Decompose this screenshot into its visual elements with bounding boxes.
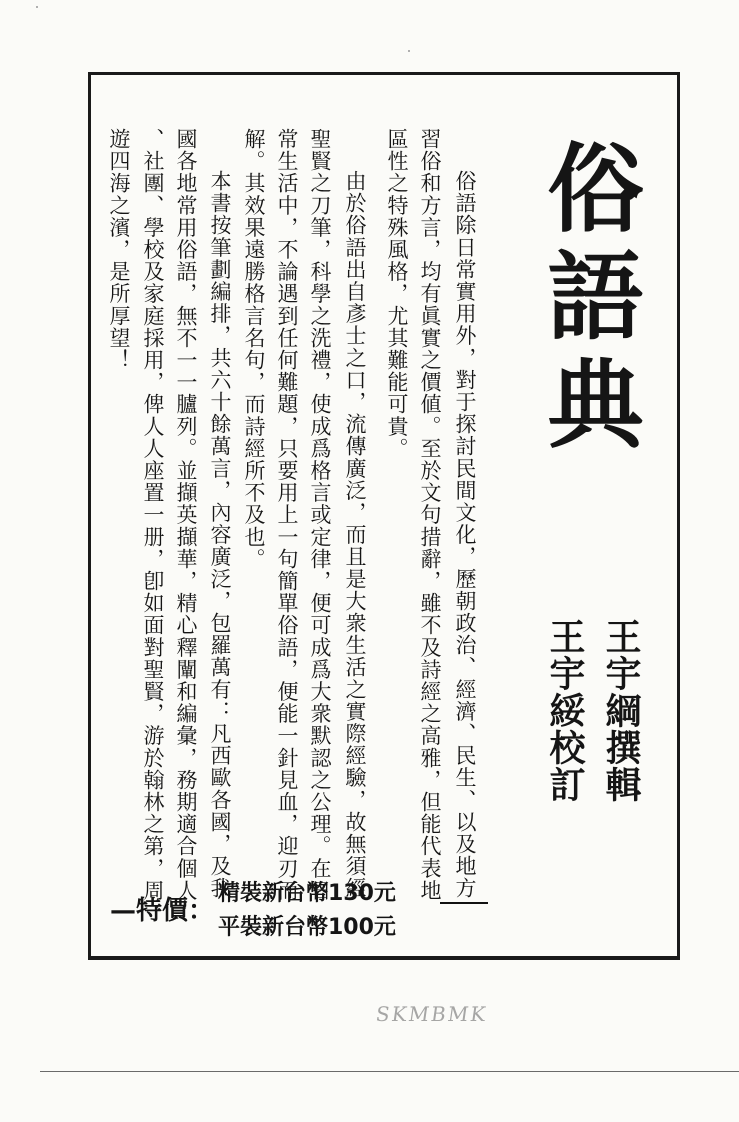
body-line-6: 常生活中，不論遇到任何難題，只要用上一句簡單俗語，便能一針見血，迎刃而 bbox=[275, 128, 299, 902]
scan-speck bbox=[36, 6, 38, 8]
price-block bbox=[110, 874, 510, 944]
scan-edge-rule bbox=[40, 1071, 739, 1072]
body-line-11: 遊四海之濱，是所厚望！ bbox=[107, 128, 131, 372]
body-line-8: 本書按筆劃編排，共六十餘萬言，內容廣泛，包羅萬有：凡西歐各國，及我 bbox=[208, 170, 232, 900]
hardcover-price: 精裝新台幣130元 bbox=[218, 881, 396, 906]
body-line-3: 區性之特殊風格，尤其難能可貴。 bbox=[385, 128, 409, 460]
book-title: 俗語典 bbox=[532, 138, 645, 462]
body-line-1: 俗語除日常實用外，對于探討民間文化，歷朝政治、經濟、民生、以及地方 bbox=[453, 170, 477, 900]
price-trailing-rule bbox=[440, 902, 488, 904]
body-line-10: 、社團、學校及家庭採用，俾人人座置一册，卽如面對聖賢，游於翰林之第，周 bbox=[141, 128, 165, 902]
library-stamp: SKMBMK bbox=[374, 1002, 489, 1026]
author-editor: 王宇綏校訂 bbox=[544, 618, 585, 803]
scan-speck bbox=[408, 50, 410, 52]
paperback-price: 平裝新台幣100元 bbox=[218, 915, 396, 940]
body-line-2: 習俗和方言，均有眞實之價値。至於文句措辭，雖不及詩經之高雅，但能代表地 bbox=[418, 128, 442, 902]
special-price-label: —特價： bbox=[110, 896, 215, 926]
body-line-9: 國各地常用俗語，無不一一臚列。並擷英擷華，精心釋闡和編彙，務期適合個人 bbox=[174, 128, 198, 902]
body-line-4: 由於俗語出自彥士之口，流傳廣泛，而且是大衆生活之實際經驗，故無須經 bbox=[343, 170, 367, 900]
body-line-5: 聖賢之刀筆，科學之洗禮，使成爲格言或定律，便可成爲大衆默認之公理。在日 bbox=[308, 128, 332, 902]
body-line-7: 解。其效果遠勝格言名句，而詩經所不及也。 bbox=[242, 128, 266, 570]
author-compiler: 王宇綱撰輯 bbox=[600, 618, 641, 803]
